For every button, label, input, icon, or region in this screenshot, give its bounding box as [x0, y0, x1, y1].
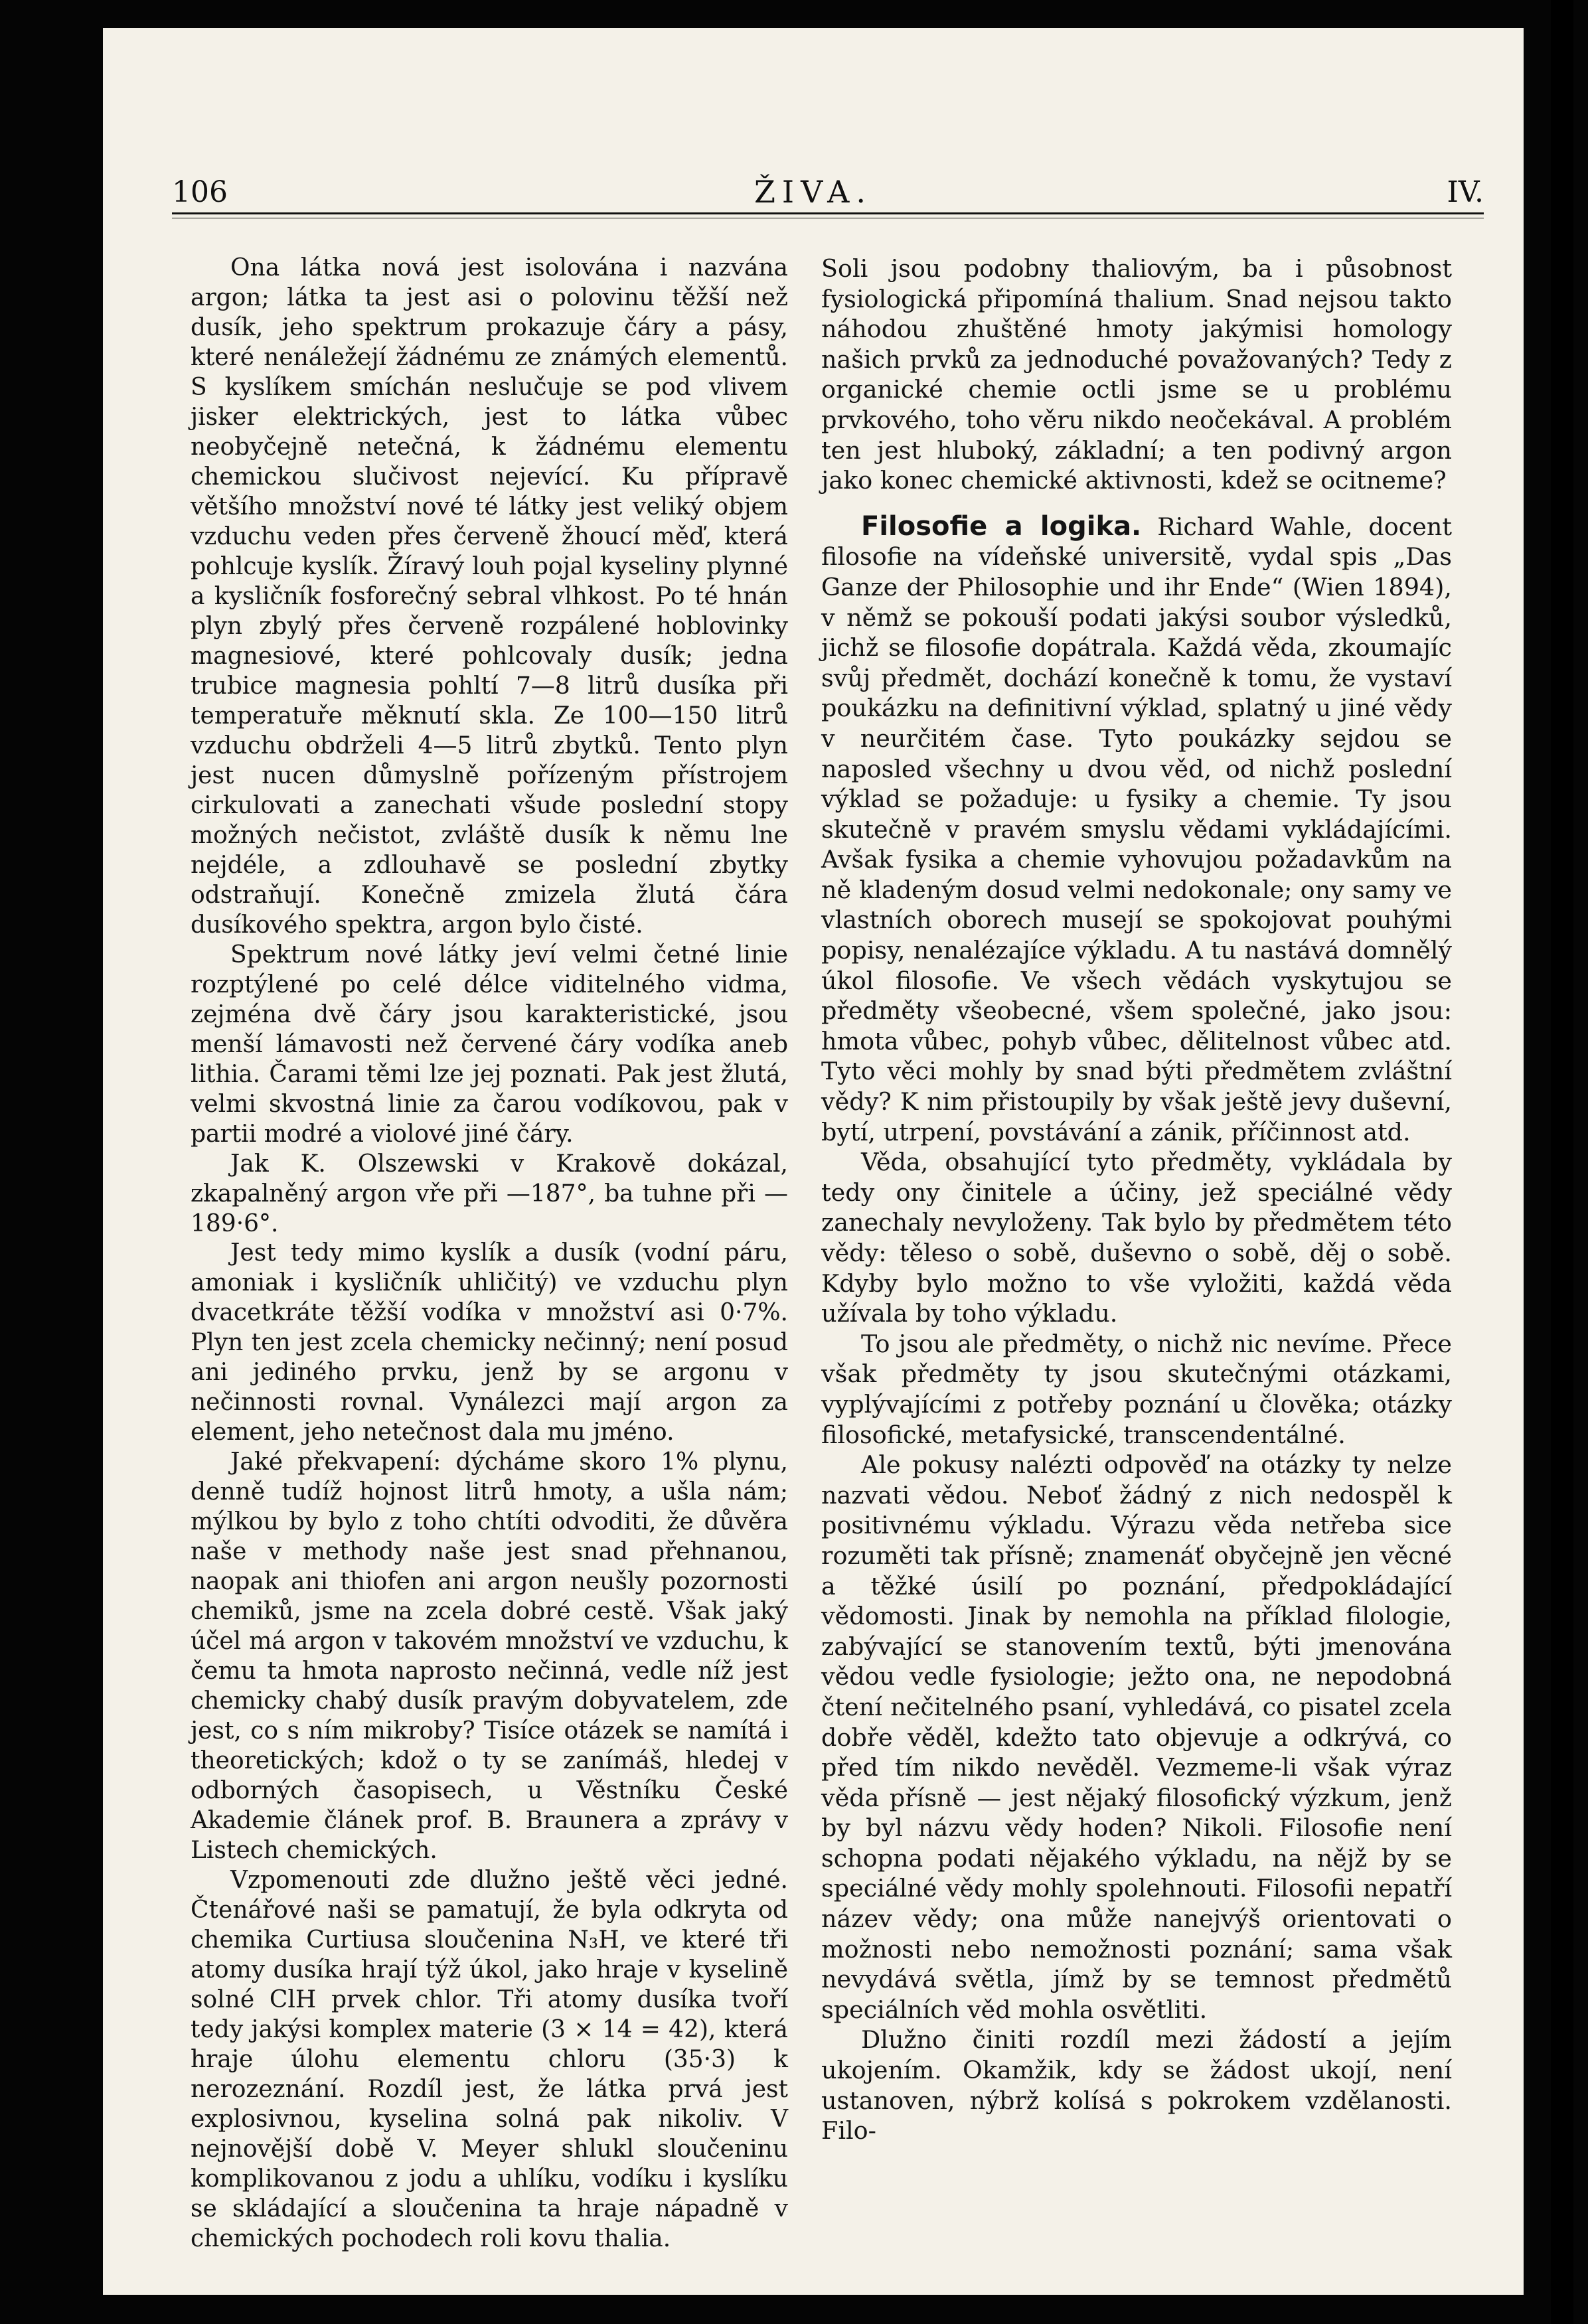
scan-edge — [1551, 0, 1573, 2324]
paragraph: Jest tedy mimo kyslík a dusík (vodní páru, amoniak i kysličník uhličitý) ve vzduchu plyn dvacetkráte těžší vodíka v množství asi 0·7%. Plyn ten jest zcela chemicky nečinný; není posud ani jediného prvku, jenž by se argonu v nečinnosti rovnal. Vynálezci mají argon za element, jeho netečnost dala mu jméno. — [191, 1239, 788, 1446]
page-number: 106 — [172, 175, 228, 209]
paragraph: Jak K. Olszewski v Krakově dokázal, zkapalněný argon vře při —187°, ba tuhne při —189·6°. — [191, 1150, 788, 1237]
paragraph: To jsou ale předměty, o nichž nic nevíme. Přece však předměty ty jsou skutečnými otázkami, vyplývajícími z potřeby poznání u člověka; otázky filosofické, metafysické, transcendentálné. — [821, 1329, 1452, 1449]
paragraph: Dlužno činiti rozdíl mezi žádostí a jejím ukojením. Okamžik, kdy se žádost ukojí, není ustanoven, nýbrž kolísá s pokrokem vzdělanosti. Filo- — [821, 2025, 1452, 2145]
journal-page — [103, 28, 1524, 2295]
journal-title: ŽIVA. — [754, 174, 873, 210]
paragraph: Ona látka nová jest isolována i nazvána argon; látka ta jest asi o polovinu těžší než dusík, jeho spektrum prokazuje čáry a pásy, které nenáležejí žádnému ze známých elementů. S kyslíkem smíchán neslučuje se pod vlivem jisker elektrických, jest to látka vůbec neobyčejně netečná, k žádnému elementu chemickou slučivost nejevící. Ku přípravě většího množství nové té látky jest veliký objem vzduchu veden přes červeně žhoucí měď, která pohlcuje kyslík. Žíravý louh pojal kyseliny plynné a kysličník fosforečný sebral vlhkost. Po té hnán plyn zbylý přes červeně rozpálené hoblovinky magnesiové, které pohlcovaly dusík; jedna trubice magnesia pohltí 7—8 litrů dusíka při temperatuře měknutí skla. Ze 100—150 litrů vzduchu obdrželi 4—5 litrů zbytků. Tento plyn jest nucen důmyslně pořízeným přístrojem cirkulovati a zanechati všude poslední stopy možných nečistot, zvláště dusík k němu lne nejdéle, a zdlouhavě se poslední zbytky odstraňují. Konečně zmizela žlutá čára dusíkového spektra, argon bylo čisté. — [191, 254, 788, 939]
section-title: Filosofie a logika. — [861, 510, 1142, 542]
paragraph: Soli jsou podobny thaliovým, ba i působnost fysiologická připomíná thalium. Snad nejsou takto náhodou zhuštěné hmoty jakýmisi homology našich prvků za jednoduché považovaných? Tedy z organické chemie octli jsme se u problému prvkového, toho věru nikdo neočekával. A problém ten jest hluboký, základní; a ten podivný argon jako konec chemické aktivnosti, kdež se ocitneme? — [821, 254, 1452, 495]
page-header — [103, 142, 1524, 222]
paragraph: Vzpomenouti zde dlužno ještě věci jedné. Čtenářové naši se pamatují, že byla odkryta od chemika Curtiusa sloučenina N₃H, ve které tři atomy dusíka hrají týž úkol, jako hraje v kyselině solné ClH prvek chlor. Tři atomy dusíka tvoří tedy jakýsi komplex materie (3 × 14 = 42), která hraje úlohu elementu chloru (35·3) k nerozeznání. Rozdíl jest, že látka prvá jest explosivnou, kyselina solná pak nikoliv. V nejnovější době V. Meyer shlukl sloučeninu komplikovanou z jodu a uhlíku, vodíku i kyslíku se skládající a sloučenina ta hraje nápadně v chemických pochodech roli kovu thalia. — [191, 1867, 788, 2252]
volume-number: IV. — [1447, 175, 1484, 209]
paragraph: Jaké překvapení: dýcháme skoro 1% plynu, denně tudíž hojnost litrů hmoty, a ušla nám; mýlkou by bylo z toho chtíti odvoditi, že důvěra naše v methody naše jest snad přehnanou, naopak ani thiofen ani argon neušly pozornosti chemiků, jsme na zcela dobré cestě. Však jaký účel má argon v takovém množství ve vzduchu, k čemu ta hmota naprosto nečinná, vedle níž jest chemicky chabý dusík pravým dobyvatelem, zde jest, co s ním mikroby? Tisíce otázek se namítá i theoretických; kdož o ty se zanímáš, hledej v odborných časopisech, u Věstníku České Akademie článek prof. B. Braunera a zprávy v Listech chemických. — [191, 1448, 788, 1865]
paragraph: Věda, obsahující tyto předměty, vykládala by tedy ony činitele a účiny, jež speciálné vědy zanechaly nevyloženy. Tak bylo by předmětem této vědy: těleso o sobě, duševno o sobě, děj o sobě. Kdyby bylo možno to vše vyložiti, každá věda užívala by toho výkladu. — [821, 1148, 1452, 1328]
paragraph: Spektrum nové látky jeví velmi četné linie rozptýlené po celé délce viditelného vidma, zejména dvě čáry jsou karakteristické, jsou menší lámavosti než červené čáry vodíka aneb lithia. Čarami těmi lze jej poznati. Pak jest žlutá, velmi skvostná linie za čarou vodíkovou, pak v partii modré a violové jiné čáry. — [191, 941, 788, 1148]
paragraph: Ale pokusy nalézti odpověď na otázky ty nelze nazvati vědou. Neboť žádný z nich nedospěl k positivnému výkladu. Výrazu věda netřeba sice rozuměti tak přísně; znamenáť obyčejně jen věcné a těžké úsilí po poznání, předpokládající vědomosti. Jinak by nemohla na příklad filologie, zabývající se stanovením textů, býti jmenována vědou vedle fysiologie; ježto ona, ne nepodobná čtení nečitelného psaní, vyhledává, co pisatel zcela dobře věděl, kdežto tato objevuje a odkrývá, co před tím nikdo nevěděl. Vezmeme-li však výraz věda přísně — jest nějaký filosofický výzkum, jenž by byl názvu vědy hoden? Nikoli. Filosofie není schopna podati nějakého výkladu, na nějž by se speciálné vědy mohly spolehnouti. Filosofii nepatří název vědy; ona může nanejvýš orientovati o možnosti nebo nemožnosti poznání; sama však nevydává světla, jímž by se temnost předmětů speciálních věd mohla osvětliti. — [821, 1450, 1452, 2024]
section-paragraph — [821, 512, 1452, 1147]
section-lead: Richard Wahle, docent filosofie na vídeňské universitě, vydal spis „Das Ganze der Philosophie und ihr Ende“ (Wien 1894), v němž se pokouší podati jakýsi soubor výsledků, jichž se filosofie dopátrala. Každá věda, zkoumajíc svůj předmět, dochází konečně k tomu, že vystaví poukázku na definitivní výklad, splatný u jiné vědy v neurčitém čase. Tyto poukázky sejdou se naposled všechny u dvou věd, od nichž poslední výklad se požaduje: u fysiky a chemie. Ty jsou skutečně v pravém smyslu vědami vykládajícími. Avšak fysika a chemie vyhovujou požadavkům na ně kladeným dosud velmi nedokonale; ony samy ve vlastních oborech musejí se spokojovat pouhými popisy, nenalézajíce výkladu. A tu nastává domnělý úkol filosofie. Ve všech vědách vyskytujou se předměty všeobecné, všem společné, jako jsou: hmota vůbec, pohyb vůbec, dělitelnost vůbec atd. Tyto věci mohly by snad býti předmětem zvláštní vědy? K nim přistoupily by však ještě jevy duševní, bytí, utrpení, povstávání a zánik, příčinnost atd. — [821, 512, 1452, 1146]
header-rule — [172, 212, 1484, 214]
left-column — [191, 254, 788, 2254]
right-column — [821, 254, 1452, 2146]
